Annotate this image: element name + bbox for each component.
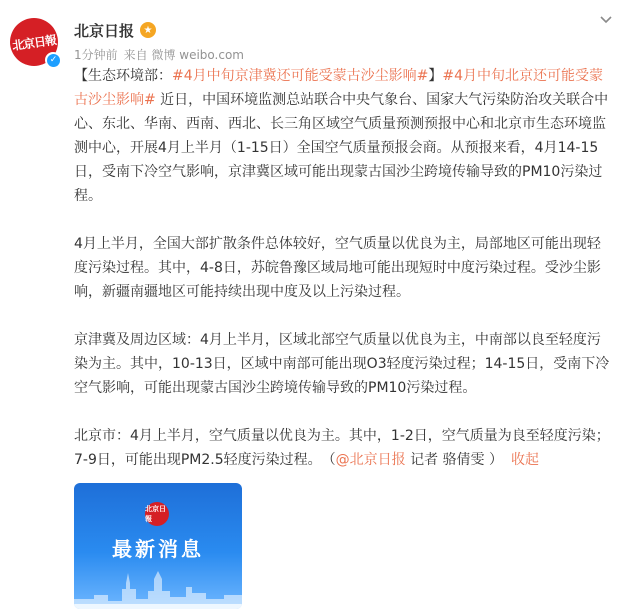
gold-medal-icon[interactable]: ★ <box>140 22 156 38</box>
paragraph-1 <box>74 64 614 208</box>
skyline-graphic <box>74 559 242 609</box>
paragraph-4-text: 北京市：4月上半月，空气质量以优良为主。其中，1-2日，空气质量为良至轻度污染；7-9日，可能出现PM2.5轻度污染过程。 （ <box>74 428 610 468</box>
author-row <box>74 19 156 41</box>
verified-badge-icon: ✓ <box>45 52 61 68</box>
topic-tag-link[interactable]: #4月中旬北京还可能受蒙古沙尘影响# <box>74 68 604 108</box>
paragraph-1-text: 近日，中国环境监测总站联合中央气象台、国家大气污染防治攻关联合中心、东北、华南、西南、西北、长三角区域空气质量预测预报中心和北京市生态环境监测中心，开展4月上半月（1-15日）全国空气质量预报会商。从预报来看，4月14-15日，受南下冷空气影响，京津冀区域可能出现蒙古国沙尘跨境传输导致的PM10污染过程。 <box>74 92 609 204</box>
post-image[interactable] <box>74 483 242 609</box>
author-name[interactable]: 北京日报 <box>74 21 135 40</box>
news-logo: 北京日報 <box>145 502 169 526</box>
post-text <box>74 64 614 472</box>
avatar[interactable] <box>10 18 58 66</box>
topic-tag-link[interactable]: #4月中旬京津冀还可能受蒙古沙尘影响# <box>172 68 429 84</box>
post-time[interactable]: 1分钟前 <box>74 48 118 62</box>
bracket-close: 】 <box>428 68 443 84</box>
paragraph-4-tail: 记者 骆倩雯 ） <box>405 452 504 468</box>
collapse-link[interactable]: 收起 <box>511 452 540 468</box>
paragraph-2: 4月上半月，全国大部扩散条件总体较好，空气质量以优良为主，局部地区可能出现轻度污染过程。其中，4-8日，苏皖鲁豫区域局地可能出现短时中度污染过程。受沙尘影响，新疆南疆地区可能持续出现中度及以上污染过程。 <box>74 236 601 300</box>
post-prefix: 【生态环境部： <box>74 68 172 84</box>
paragraph-4 <box>74 424 614 472</box>
news-image-title: 最新消息 <box>112 537 204 561</box>
paragraph-3: 京津冀及周边区域：4月上半月，区域北部空气质量以优良为主，中南部以良至轻度污染为主。其中，10-13日，区域中南部可能出现O3轻度污染过程；14-15日，受南下冷空气影响，可能出现蒙古国沙尘跨境传输导致的PM10污染过程。 <box>74 332 610 396</box>
chevron-down-icon[interactable] <box>596 12 616 32</box>
avatar-logo: 北京日報 <box>11 32 57 53</box>
post-meta <box>74 46 244 63</box>
mention-link[interactable]: @北京日报 <box>335 452 406 468</box>
post-source: 来自 微博 weibo.com <box>123 48 244 62</box>
